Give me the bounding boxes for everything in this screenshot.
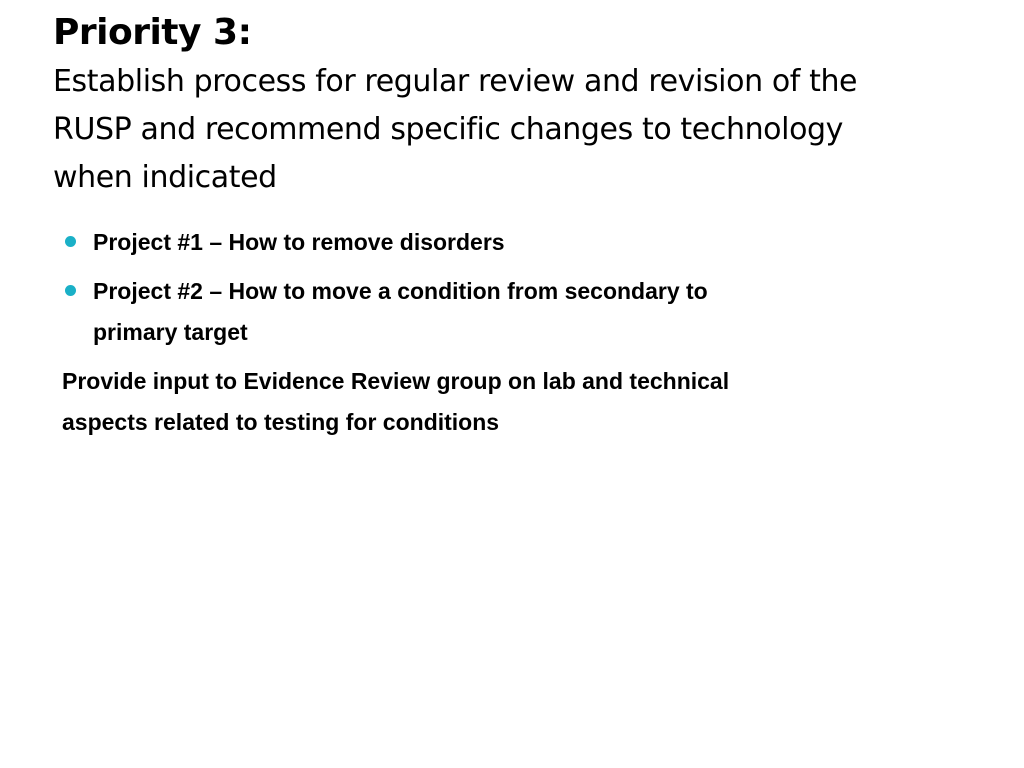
paragraph-text: Provide input to Evidence Review group on lab and technical (62, 368, 730, 394)
bullet-list (62, 222, 922, 443)
slide-heading: Priority 3: (53, 12, 252, 53)
bullet-text: primary target (93, 319, 248, 345)
bullet-text: Project #1 – How to remove disorders (93, 229, 505, 255)
bullet-dot-icon (65, 236, 76, 247)
slide-title (53, 8, 983, 202)
bullet-text: Project #2 – How to move a condition from secondary to (93, 278, 708, 304)
bullet-item-project-1 (62, 222, 922, 263)
bullet-item-project-2 (62, 271, 922, 353)
slide-subtitle-line: RUSP and recommend specific changes to technology (53, 112, 844, 147)
slide-subtitle-line: when indicated (53, 160, 277, 195)
bullet-dot-icon (65, 285, 76, 296)
body-paragraph (62, 361, 922, 443)
slide-subtitle-line: Establish process for regular review and revision of the (53, 64, 858, 99)
paragraph-text: aspects related to testing for conditions (62, 409, 500, 435)
